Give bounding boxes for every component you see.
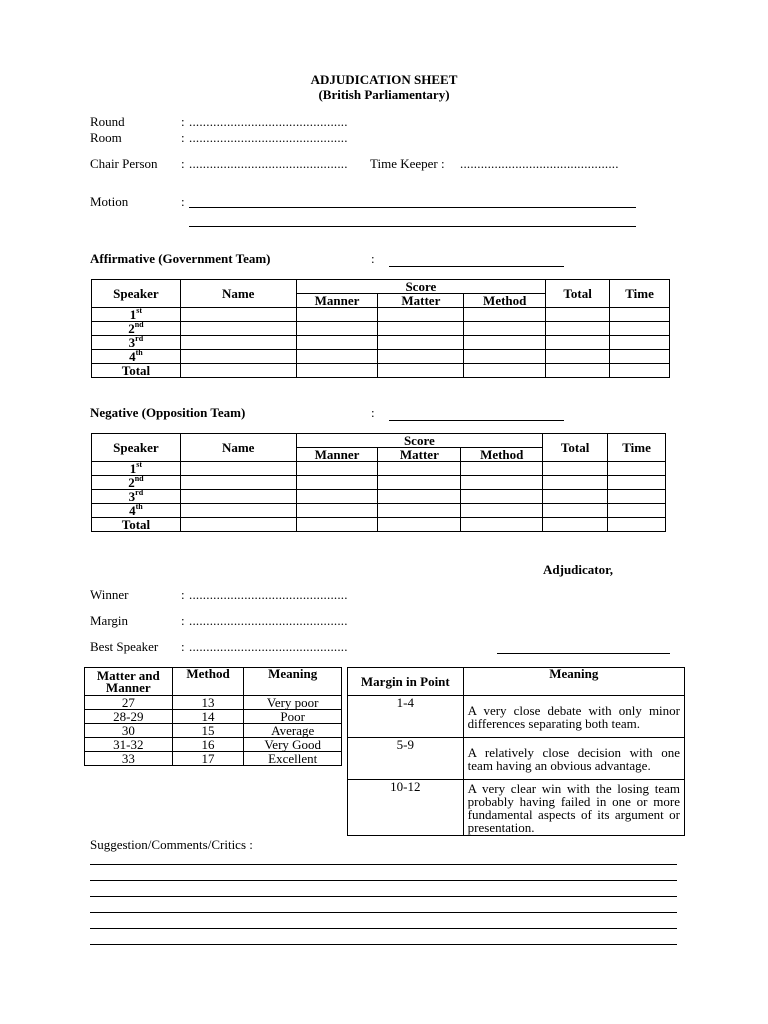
time-cell[interactable] xyxy=(610,364,670,378)
table-row xyxy=(85,724,342,738)
motion-line-1[interactable] xyxy=(189,207,636,208)
speaker-ordinal: st xyxy=(136,460,143,469)
motion-line-2[interactable] xyxy=(189,226,636,227)
method-cell[interactable] xyxy=(461,518,543,532)
margin-point-header: Margin in Point xyxy=(348,668,464,696)
table-row xyxy=(92,322,670,336)
speaker-header: Speaker xyxy=(92,280,181,308)
scale-meaning-value: Average xyxy=(244,724,342,738)
matter-cell[interactable] xyxy=(378,364,464,378)
manner-cell[interactable] xyxy=(296,364,378,378)
scale-matter-value: 27 xyxy=(85,696,173,710)
speaker-ordinal: nd xyxy=(134,320,144,329)
time-cell[interactable] xyxy=(610,308,670,322)
name-header: Name xyxy=(180,434,296,462)
matter-cell[interactable] xyxy=(378,518,461,532)
speaker-ordinal: th xyxy=(135,348,143,357)
round-colon: : xyxy=(181,114,185,129)
manner-cell[interactable] xyxy=(296,490,378,504)
winner-colon: : xyxy=(181,587,185,602)
manner-cell[interactable] xyxy=(296,518,378,532)
name-cell[interactable] xyxy=(180,476,296,490)
total-cell[interactable] xyxy=(546,308,610,322)
matter-cell[interactable] xyxy=(378,350,464,364)
total-cell[interactable] xyxy=(546,350,610,364)
time-cell[interactable] xyxy=(608,476,666,490)
comment-line-1[interactable] xyxy=(90,864,677,865)
affirmative-score-table xyxy=(91,279,670,378)
matter-manner-header: Matter and Manner xyxy=(85,668,173,696)
matter-cell[interactable] xyxy=(378,490,461,504)
manner-header: Manner xyxy=(296,294,378,308)
table-row xyxy=(92,462,666,476)
speaker-ordinal: nd xyxy=(134,474,144,483)
table-row xyxy=(92,476,666,490)
speaker-number: 1 xyxy=(129,461,137,476)
motion-colon: : xyxy=(181,194,185,209)
comments-label: Suggestion/Comments/Critics : xyxy=(90,837,253,852)
motion-label: Motion xyxy=(90,194,129,209)
manner-cell[interactable] xyxy=(296,322,378,336)
time-cell[interactable] xyxy=(608,518,666,532)
margin-label: Margin xyxy=(90,613,129,628)
table-row xyxy=(348,696,685,738)
negative-team-line[interactable] xyxy=(389,420,564,421)
manner-cell[interactable] xyxy=(296,462,378,476)
meaning-header: Meaning xyxy=(244,668,342,696)
scale-method-value: 16 xyxy=(172,738,244,752)
name-cell[interactable] xyxy=(180,350,296,364)
chair-person-label: Chair Person xyxy=(90,156,158,171)
best-speaker-label: Best Speaker xyxy=(90,639,159,654)
speaker-number: 3 xyxy=(128,335,136,350)
chair-person-field[interactable]: .............................................. xyxy=(189,156,348,171)
speaker-ordinal: rd xyxy=(135,488,144,497)
table-row xyxy=(85,738,342,752)
matter-header: Matter xyxy=(378,448,461,462)
room-colon: : xyxy=(181,130,185,145)
round-label: Round xyxy=(90,114,125,129)
negative-score-table xyxy=(91,433,666,532)
total-cell[interactable] xyxy=(546,364,610,378)
name-cell[interactable] xyxy=(180,518,296,532)
total-row-label: Total xyxy=(92,518,181,532)
speaker-number: 1 xyxy=(129,307,137,322)
affirmative-team-line[interactable] xyxy=(389,266,564,267)
speaker-number: 4 xyxy=(129,503,136,518)
manner-cell[interactable] xyxy=(296,476,378,490)
round-field[interactable]: .............................................. xyxy=(189,114,348,129)
page-title: ADJUDICATION SHEET xyxy=(310,72,458,87)
name-cell[interactable] xyxy=(180,336,296,350)
page-subtitle: (British Parliamentary) xyxy=(318,87,450,102)
table-row xyxy=(92,490,666,504)
negative-label: Negative (Opposition Team) xyxy=(90,405,246,420)
total-cell[interactable] xyxy=(546,322,610,336)
manner-cell[interactable] xyxy=(296,308,378,322)
speaker-ordinal: st xyxy=(136,306,143,315)
scale-matter-value: 31-32 xyxy=(85,738,173,752)
scale-method-value: 13 xyxy=(172,696,244,710)
table-row xyxy=(348,780,685,836)
time-cell[interactable] xyxy=(608,462,666,476)
scale-meaning-value: Very poor xyxy=(244,696,342,710)
margin-field[interactable]: .............................................. xyxy=(189,613,348,628)
chair-person-colon: : xyxy=(181,156,185,171)
winner-field[interactable]: .............................................. xyxy=(189,587,348,602)
negative-colon: : xyxy=(371,405,375,420)
time-cell[interactable] xyxy=(610,336,670,350)
table-row xyxy=(92,504,666,518)
total-cell[interactable] xyxy=(543,490,608,504)
total-cell[interactable] xyxy=(543,476,608,490)
matter-cell[interactable] xyxy=(378,504,461,518)
time-cell[interactable] xyxy=(608,504,666,518)
speaker-ordinal: th xyxy=(135,502,143,511)
time-header: Time xyxy=(610,280,670,308)
total-header: Total xyxy=(543,434,608,462)
method-cell[interactable] xyxy=(461,476,543,490)
margin-point-value: 10-12 xyxy=(348,780,464,836)
method-header: Method xyxy=(172,668,244,696)
total-cell[interactable] xyxy=(543,462,608,476)
table-row xyxy=(92,308,670,322)
scale-method-value: 15 xyxy=(172,724,244,738)
total-row xyxy=(92,518,666,532)
margin-meaning-header: Meaning xyxy=(463,668,684,696)
score-header: Score xyxy=(296,434,543,448)
speaker-ordinal: rd xyxy=(135,334,144,343)
total-cell[interactable] xyxy=(543,504,608,518)
winner-label: Winner xyxy=(90,587,129,602)
time-cell[interactable] xyxy=(610,350,670,364)
adjudicator-signature-line[interactable] xyxy=(497,653,670,654)
scale-matter-value: 33 xyxy=(85,752,173,766)
margin-point-value: 5-9 xyxy=(348,738,464,780)
margin-point-value: 1-4 xyxy=(348,696,464,738)
matter-cell[interactable] xyxy=(378,476,461,490)
table-row xyxy=(92,336,670,350)
method-cell[interactable] xyxy=(464,364,546,378)
manner-cell[interactable] xyxy=(296,336,378,350)
scale-table xyxy=(84,667,342,766)
total-cell[interactable] xyxy=(543,518,608,532)
name-cell[interactable] xyxy=(180,462,296,476)
table-row xyxy=(85,710,342,724)
method-cell[interactable] xyxy=(461,462,543,476)
adjudicator-label: Adjudicator, xyxy=(543,562,613,577)
method-cell[interactable] xyxy=(464,322,546,336)
margin-meaning-value: A relatively close decision with one team having an obvious advantage. xyxy=(463,738,684,780)
margin-meaning-value: A very clear win with the losing team probably having failed in one or more fundamental aspects of its argument or presentation. xyxy=(463,780,684,836)
comment-line-2[interactable] xyxy=(90,880,677,881)
margin-table xyxy=(347,667,685,836)
comment-line-4[interactable] xyxy=(90,912,677,913)
manner-cell[interactable] xyxy=(296,350,378,364)
time-keeper-label: Time Keeper : xyxy=(370,156,445,171)
table-row xyxy=(85,752,342,766)
comment-line-5[interactable] xyxy=(90,928,677,929)
scale-meaning-value: Poor xyxy=(244,710,342,724)
comment-line-3[interactable] xyxy=(90,896,677,897)
comment-line-6[interactable] xyxy=(90,944,677,945)
affirmative-colon: : xyxy=(371,251,375,266)
name-cell[interactable] xyxy=(180,504,296,518)
total-header: Total xyxy=(546,280,610,308)
time-cell[interactable] xyxy=(608,490,666,504)
score-header: Score xyxy=(296,280,546,294)
margin-colon: : xyxy=(181,613,185,628)
matter-cell[interactable] xyxy=(378,462,461,476)
scale-method-value: 14 xyxy=(172,710,244,724)
speaker-number: 2 xyxy=(128,475,135,490)
speaker-cell xyxy=(92,504,181,518)
name-header: Name xyxy=(180,280,296,308)
matter-header: Matter xyxy=(378,294,464,308)
speaker-cell xyxy=(92,350,181,364)
name-cell[interactable] xyxy=(180,364,296,378)
method-cell[interactable] xyxy=(464,308,546,322)
method-cell[interactable] xyxy=(464,336,546,350)
speaker-number: 4 xyxy=(129,349,136,364)
table-row xyxy=(92,350,670,364)
room-label: Room xyxy=(90,130,122,145)
time-cell[interactable] xyxy=(610,322,670,336)
method-cell[interactable] xyxy=(461,504,543,518)
margin-meaning-value: A very close debate with only minor differences separating both team. xyxy=(463,696,684,738)
method-header: Method xyxy=(461,448,543,462)
room-field[interactable]: .............................................. xyxy=(189,130,348,145)
method-cell[interactable] xyxy=(464,350,546,364)
table-row xyxy=(85,696,342,710)
name-cell[interactable] xyxy=(180,490,296,504)
total-cell[interactable] xyxy=(546,336,610,350)
best-speaker-field[interactable]: .............................................. xyxy=(189,639,348,654)
speaker-number: 2 xyxy=(128,321,135,336)
scale-matter-value: 30 xyxy=(85,724,173,738)
method-header: Method xyxy=(464,294,546,308)
speaker-number: 3 xyxy=(128,489,136,504)
time-header: Time xyxy=(608,434,666,462)
speaker-header: Speaker xyxy=(92,434,181,462)
matter-cell[interactable] xyxy=(378,322,464,336)
best-speaker-colon: : xyxy=(181,639,185,654)
scale-meaning-value: Very Good xyxy=(244,738,342,752)
total-row xyxy=(92,364,670,378)
method-cell[interactable] xyxy=(461,490,543,504)
name-cell[interactable] xyxy=(180,322,296,336)
scale-method-value: 17 xyxy=(172,752,244,766)
name-cell[interactable] xyxy=(180,308,296,322)
matter-cell[interactable] xyxy=(378,336,464,350)
scale-meaning-value: Excellent xyxy=(244,752,342,766)
matter-cell[interactable] xyxy=(378,308,464,322)
scale-matter-value: 28-29 xyxy=(85,710,173,724)
manner-cell[interactable] xyxy=(296,504,378,518)
affirmative-label: Affirmative (Government Team) xyxy=(90,251,271,266)
total-row-label: Total xyxy=(92,364,181,378)
time-keeper-field[interactable]: .............................................. xyxy=(460,156,619,171)
manner-header: Manner xyxy=(296,448,378,462)
table-row xyxy=(348,738,685,780)
